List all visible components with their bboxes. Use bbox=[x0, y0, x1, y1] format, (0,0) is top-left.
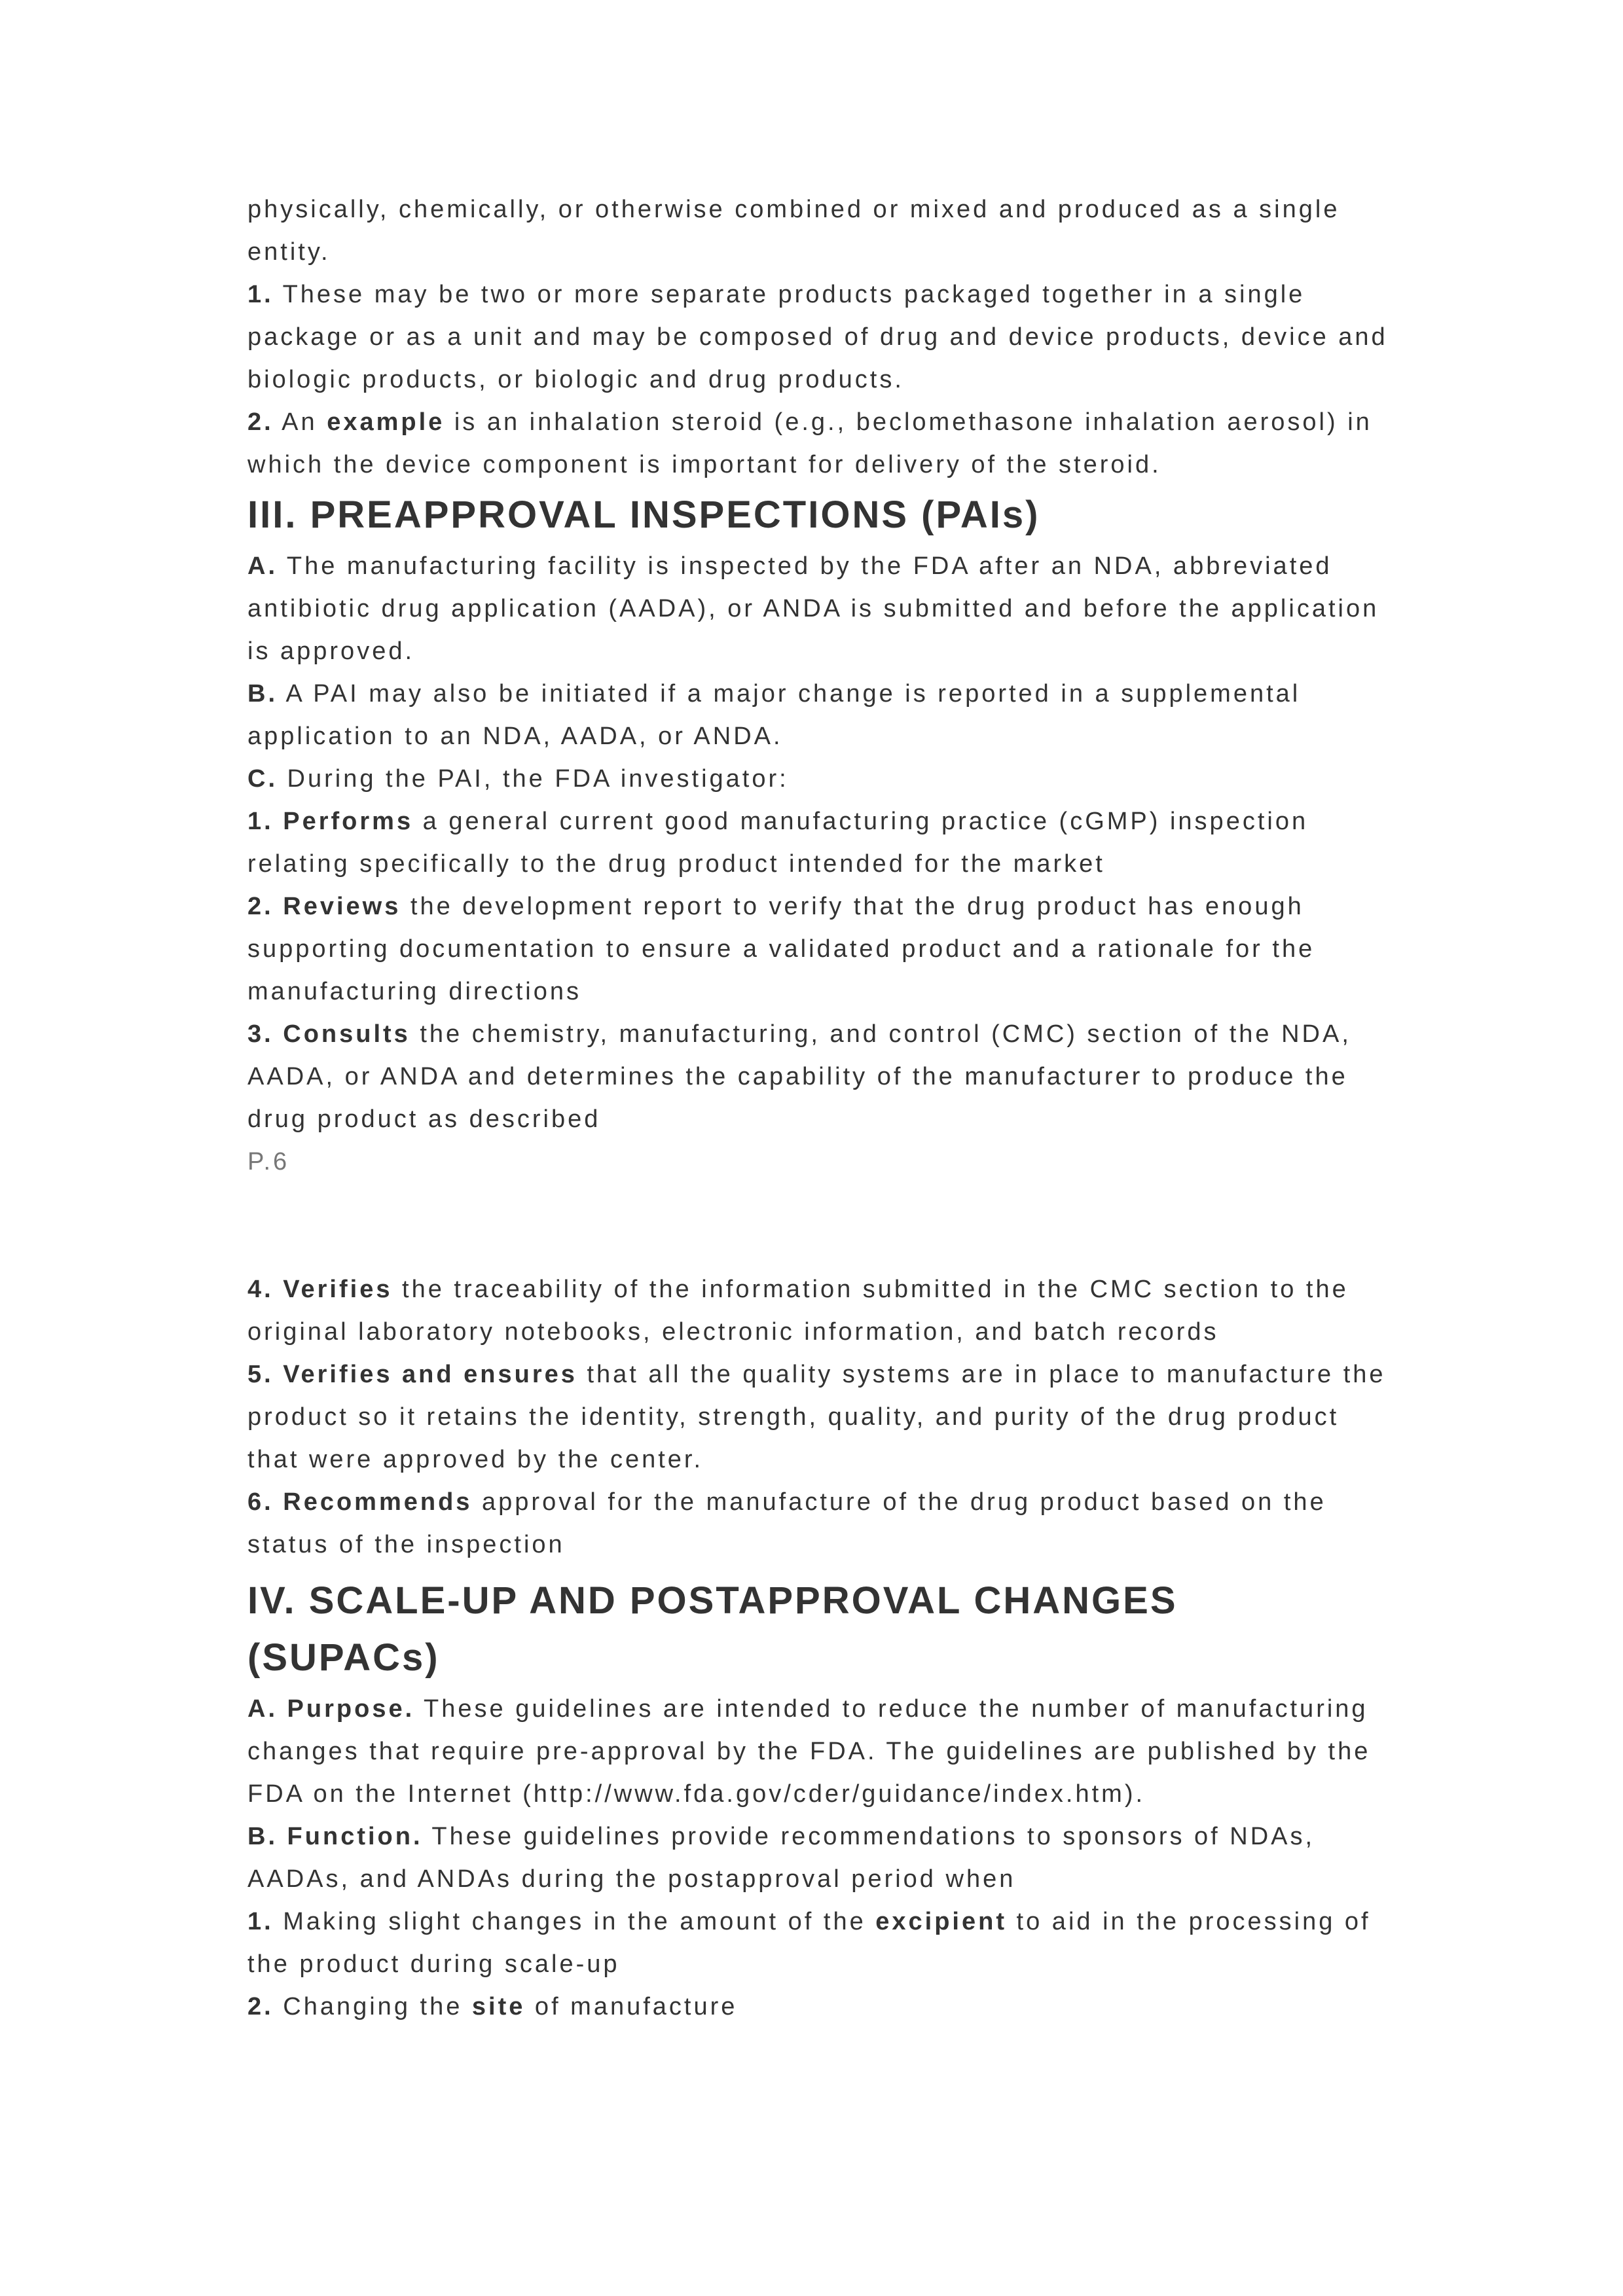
item-keyword: excipient bbox=[875, 1908, 1007, 1935]
item-text: Making slight changes in the amount of the bbox=[273, 1908, 876, 1935]
section-3-a bbox=[247, 545, 1387, 588]
section-3-c bbox=[247, 758, 1387, 800]
investigator-item-6-cont: status of the inspection bbox=[247, 1531, 565, 1558]
section-4-a-cont: changes that require pre-approval by the FDA. The guidelines are published by the bbox=[247, 1738, 1371, 1765]
item-text: An bbox=[273, 408, 327, 436]
section-3-b bbox=[247, 673, 1387, 715]
combo-item-2 bbox=[247, 401, 1387, 444]
combo-item-2-cont: which the device component is important for delivery of the steroid. bbox=[247, 451, 1161, 478]
investigator-item-5 bbox=[247, 1354, 1387, 1396]
investigator-item-4 bbox=[247, 1268, 1387, 1311]
investigator-item-3-cont: drug product as described bbox=[247, 1105, 601, 1133]
section-4-b bbox=[247, 1816, 1387, 1858]
item-number: 2. bbox=[247, 408, 274, 436]
section-3-a-cont: is approved. bbox=[247, 637, 415, 665]
investigator-item-2-cont: supporting documentation to ensure a validated product and a rationale for the bbox=[247, 935, 1315, 963]
item-text: the traceability of the information submitted in the CMC section to the bbox=[392, 1276, 1349, 1303]
item-number: 1. bbox=[247, 1908, 274, 1935]
combo-item-1 bbox=[247, 274, 1387, 316]
item-label: B. bbox=[247, 680, 278, 708]
item-label: C. bbox=[247, 765, 278, 793]
investigator-item-2 bbox=[247, 886, 1387, 928]
investigator-item-6 bbox=[247, 1481, 1387, 1524]
item-label: B. Function. bbox=[247, 1823, 423, 1850]
item-text: These may be two or more separate products packaged together in a single bbox=[273, 281, 1305, 308]
item-text: the development report to verify that the drug product has enough bbox=[401, 893, 1304, 920]
page-number: P.6 bbox=[247, 1148, 290, 1175]
item-keyword: 2. Reviews bbox=[247, 893, 401, 920]
function-item-2 bbox=[247, 1986, 1387, 2028]
item-text: These guidelines are intended to reduce the number of manufacturing bbox=[414, 1695, 1368, 1723]
item-keyword: example bbox=[327, 408, 445, 436]
item-text: that all the quality systems are in place to manufacture the bbox=[577, 1361, 1386, 1388]
item-number: 1. bbox=[247, 281, 274, 308]
function-item-1-cont: the product during scale-up bbox=[247, 1950, 620, 1978]
item-label: A. Purpose. bbox=[247, 1695, 415, 1723]
item-label: A. bbox=[247, 552, 278, 580]
item-number: 2. bbox=[247, 1993, 274, 2020]
investigator-item-5-cont: product so it retains the identity, strength, quality, and purity of the drug product bbox=[247, 1403, 1340, 1431]
investigator-item-1 bbox=[247, 800, 1387, 843]
combo-item-1-cont: package or as a unit and may be composed of drug and device products, device and bbox=[247, 323, 1388, 351]
intro-line: entity. bbox=[247, 238, 331, 266]
item-text: The manufacturing facility is inspected by the FDA after an NDA, abbreviated bbox=[278, 552, 1332, 580]
intro-line: physically, chemically, or otherwise combined or mixed and produced as a single bbox=[247, 196, 1340, 223]
item-keyword: 3. Consults bbox=[247, 1020, 410, 1048]
item-text: Changing the bbox=[273, 1993, 472, 2020]
item-text: These guidelines provide recommendations to sponsors of NDAs, bbox=[422, 1823, 1315, 1850]
item-text: is an inhalation steroid (e.g., beclomethasone inhalation aerosol) in bbox=[445, 408, 1372, 436]
investigator-item-4-cont: original laboratory notebooks, electronic information, and batch records bbox=[247, 1318, 1219, 1346]
item-text: a general current good manufacturing practice (cGMP) inspection bbox=[413, 808, 1309, 835]
combo-item-1-cont: biologic products, or biologic and drug products. bbox=[247, 366, 904, 393]
function-item-1 bbox=[247, 1901, 1387, 1943]
item-keyword: 4. Verifies bbox=[247, 1276, 393, 1303]
item-text: of manufacture bbox=[525, 1993, 738, 2020]
item-text: During the PAI, the FDA investigator: bbox=[278, 765, 789, 793]
item-keyword: 5. Verifies and ensures bbox=[247, 1361, 577, 1388]
section-4-heading-cont: (SUPACs) bbox=[247, 1636, 440, 1679]
item-keyword: 1. Performs bbox=[247, 808, 414, 835]
item-text: the chemistry, manufacturing, and control (CMC) section of the NDA, bbox=[410, 1020, 1351, 1048]
investigator-item-1-cont: relating specifically to the drug product intended for the market bbox=[247, 850, 1105, 878]
section-3-heading: III. PREAPPROVAL INSPECTIONS (PAIs) bbox=[247, 493, 1040, 536]
section-3-a-cont: antibiotic drug application (AADA), or ANDA is submitted and before the application bbox=[247, 595, 1379, 622]
item-text: approval for the manufacture of the drug product based on the bbox=[472, 1488, 1326, 1516]
investigator-item-3 bbox=[247, 1013, 1387, 1056]
item-keyword: 6. Recommends bbox=[247, 1488, 473, 1516]
item-keyword: site bbox=[471, 1993, 526, 2020]
investigator-item-3-cont: AADA, or ANDA and determines the capability of the manufacturer to produce the bbox=[247, 1063, 1348, 1090]
investigator-item-5-cont: that were approved by the center. bbox=[247, 1446, 704, 1473]
section-4-a-cont: FDA on the Internet (http://www.fda.gov/cder/guidance/index.htm). bbox=[247, 1780, 1146, 1808]
section-4-a bbox=[247, 1688, 1387, 1731]
investigator-item-2-cont: manufacturing directions bbox=[247, 978, 581, 1005]
section-3-b-cont: application to an NDA, AADA, or ANDA. bbox=[247, 723, 783, 750]
item-text: A PAI may also be initiated if a major change is reported in a supplemental bbox=[278, 680, 1301, 708]
item-text: to aid in the processing of bbox=[1007, 1908, 1371, 1935]
page-break bbox=[247, 1183, 1387, 1268]
document-page bbox=[247, 188, 1387, 2028]
section-4-heading: IV. SCALE-UP AND POSTAPPROVAL CHANGES bbox=[247, 1579, 1178, 1622]
section-4-b-cont: AADAs, and ANDAs during the postapproval period when bbox=[247, 1865, 1016, 1893]
